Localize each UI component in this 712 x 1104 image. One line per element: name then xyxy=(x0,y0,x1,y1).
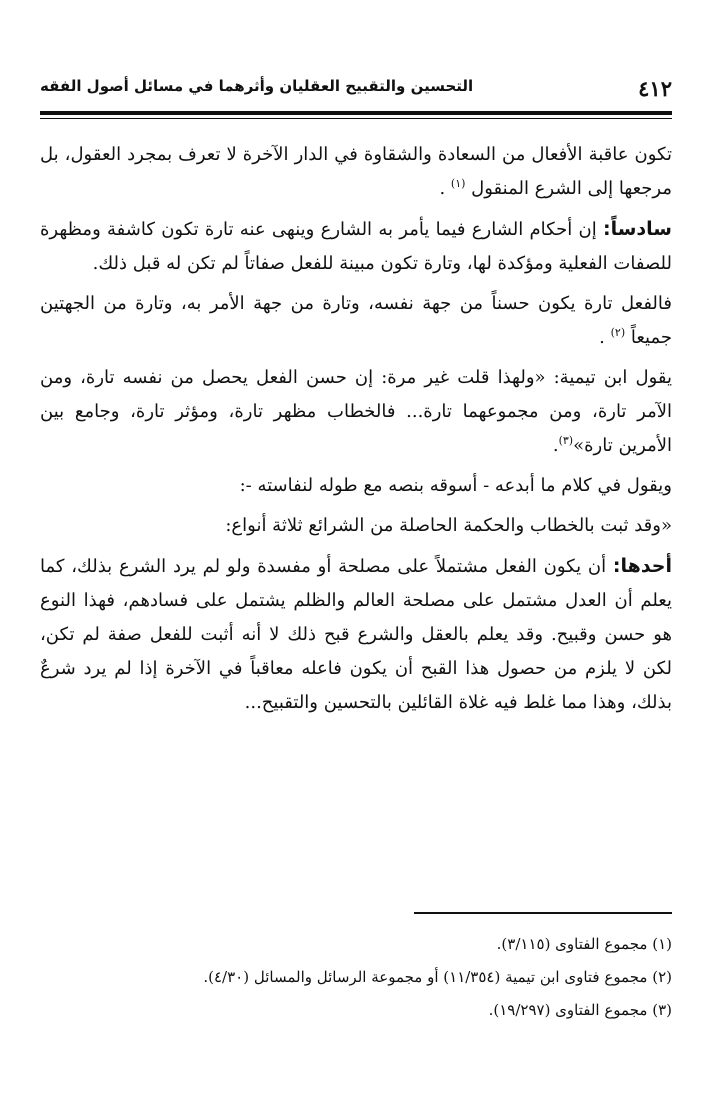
running-title: التحسين والتقبيح العقليان وأثرهما في مسائل أصول الفقه xyxy=(40,77,474,95)
paragraph-4: يقول ابن تيمية: «ولهذا قلت غير مرة: إن حسن الفعل يحصل من نفسه تارة، ومن الآمر تارة، ومن مجموعهما تارة... فالخطاب مظهر تارة، ومؤثر تارة، وجامع بين الأمرين تارة»$^{(٣)}$. xyxy=(40,367,672,456)
paragraph-3: فالفعل تارة يكون حسناً من جهة نفسه، وتارة من جهة الأمر به، وتارة من الجهتين جميعاً $^{(٢)}$ . xyxy=(40,293,672,348)
footnote-3: (٣) مجموع الفتاوى (١٩/٢٩٧). xyxy=(488,1001,672,1019)
paragraph-lead-first: أحدها: xyxy=(612,555,672,577)
paragraph-6: «وقد ثبت بالخطاب والحكمة الحاصلة من الشرائع ثلاثة أنواع: xyxy=(225,515,672,536)
footnote-ref-3: (٣) xyxy=(558,434,574,447)
paragraph-5: ويقول في كلام ما أبدعه - أسوقه بنصه مع طوله لنفاسته -: xyxy=(239,475,672,496)
footnote-1: (١) مجموع الفتاوى (٣/١١٥). xyxy=(496,935,672,953)
page-header xyxy=(40,74,672,108)
page-number: ٤١٢ xyxy=(638,76,672,101)
paragraph-lead-sixth: سادساً: xyxy=(603,218,672,240)
footnote-ref-2: (٢) xyxy=(610,326,626,339)
paragraph-7: أحدها: أن يكون الفعل مشتملاً على مصلحة أو مفسدة ولو لم يرد الشرع بذلك، كما يعلم أن العدل مشتمل على مصلحة العالم والظلم يشتمل على فسادهم، فهذا النوع هو حسن وقبيح. وقد يعلم بالعقل والشرع قبح ذلك لا أنه أثبت للفعل صفة لم تكن، لكن لا يلزم من حصول هذا القبح أن يكون فاعله معاقباً في الآخرة إذا لم يرد شرعٌ بذلك، وهذا مما غلط فيه غلاة القائلين بالتحسين والتقبيح... xyxy=(40,555,672,713)
header-rule-thin xyxy=(40,118,672,119)
paragraph-2: سادساً: إن أحكام الشارع فيما يأمر به الشارع وينهى عنه تارة تكون كاشفة ومظهرة للصفات الفعلية ومؤكدة لها، وتارة تكون مبينة للفعل صفاتاً لم تكن له قبل ذلك. xyxy=(40,218,672,274)
paragraph-1: تكون عاقبة الأفعال من السعادة والشقاوة في الدار الآخرة لا تعرف بمجرد العقول، بل مرجعها إلى الشرع المنقول $^{(١)}$ . xyxy=(40,144,672,199)
header-rule-thick xyxy=(40,111,672,115)
main-text xyxy=(40,138,672,726)
footnote-separator xyxy=(414,912,672,914)
footnote-2: (٢) مجموع فتاوى ابن تيمية (١١/٣٥٤) أو مجموعة الرسائل والمسائل (٤/٣٠). xyxy=(203,968,672,986)
footnote-ref-1: (١) xyxy=(450,177,466,190)
footnotes xyxy=(40,928,672,1027)
